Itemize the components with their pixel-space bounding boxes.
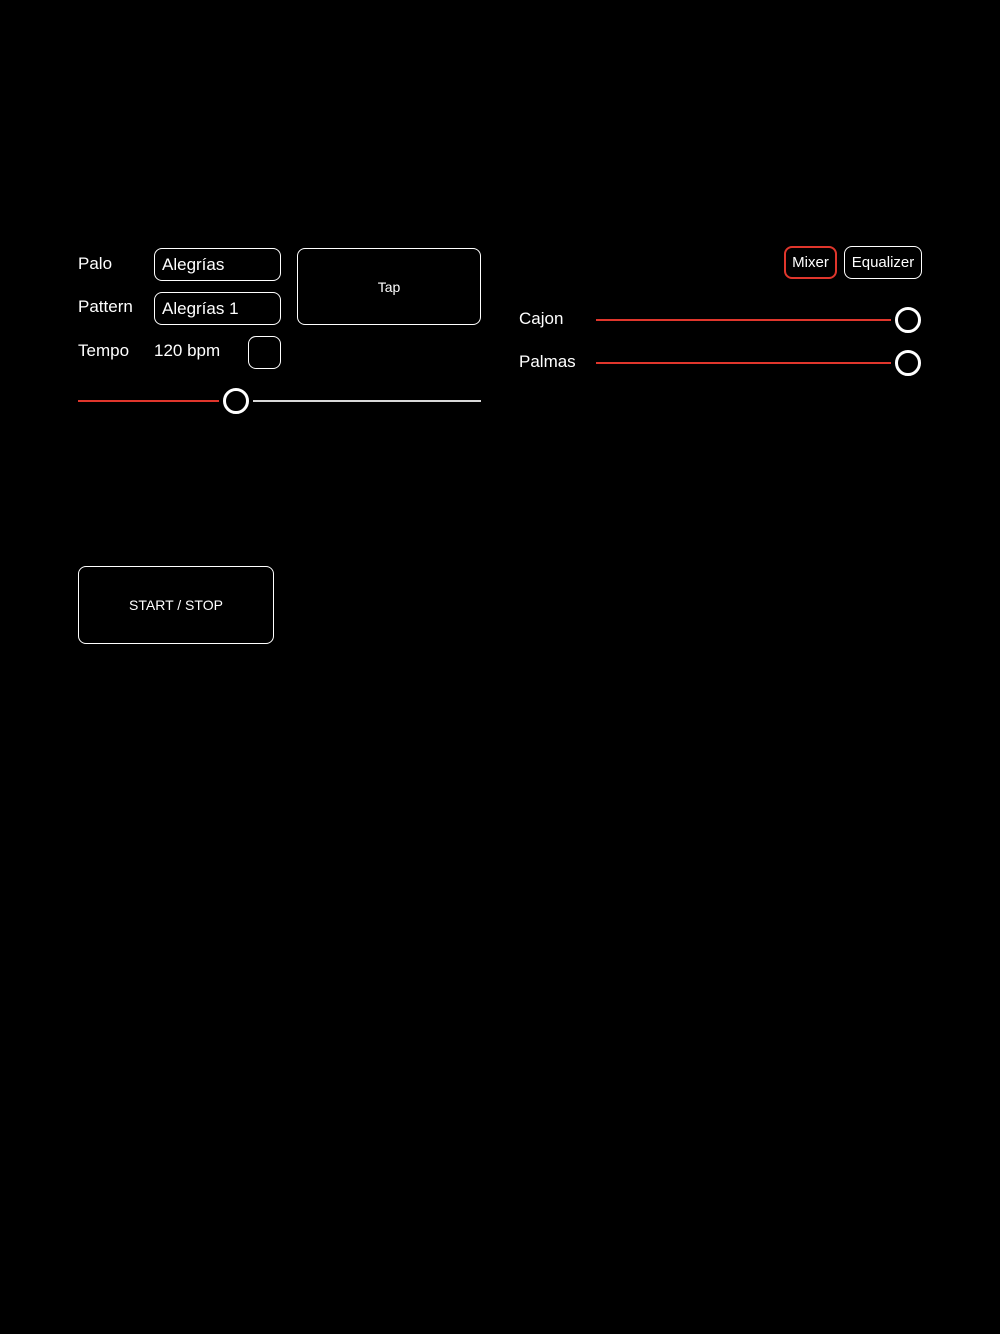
equalizer-tab[interactable]: Equalizer [844, 246, 922, 279]
tap-button[interactable]: Tap [297, 248, 481, 325]
palo-label: Palo [78, 254, 113, 273]
palmas-slider[interactable] [596, 348, 921, 378]
mixer-tab[interactable]: Mixer [784, 246, 837, 279]
cajon-slider-fill [596, 319, 891, 321]
palmas-slider-thumb[interactable] [895, 350, 921, 376]
pattern-label: Pattern [78, 297, 133, 316]
tempo-checkbox[interactable] [248, 336, 281, 369]
tempo-value: 120 bpm [154, 341, 221, 360]
palmas-label: Palmas [519, 352, 576, 371]
tempo-slider-thumb[interactable] [223, 388, 249, 414]
start-stop-button[interactable]: START / STOP [78, 566, 274, 644]
palo-field[interactable]: Alegrías [154, 248, 281, 281]
tempo-slider-fill [78, 400, 219, 402]
tempo-label: Tempo [78, 341, 130, 360]
cajon-label: Cajon [519, 309, 564, 328]
pattern-field[interactable]: Alegrías 1 [154, 292, 281, 325]
cajon-slider[interactable] [596, 305, 921, 335]
tempo-slider-track [253, 400, 481, 402]
palmas-slider-fill [596, 362, 891, 364]
cajon-slider-thumb[interactable] [895, 307, 921, 333]
tempo-slider[interactable] [78, 386, 481, 416]
